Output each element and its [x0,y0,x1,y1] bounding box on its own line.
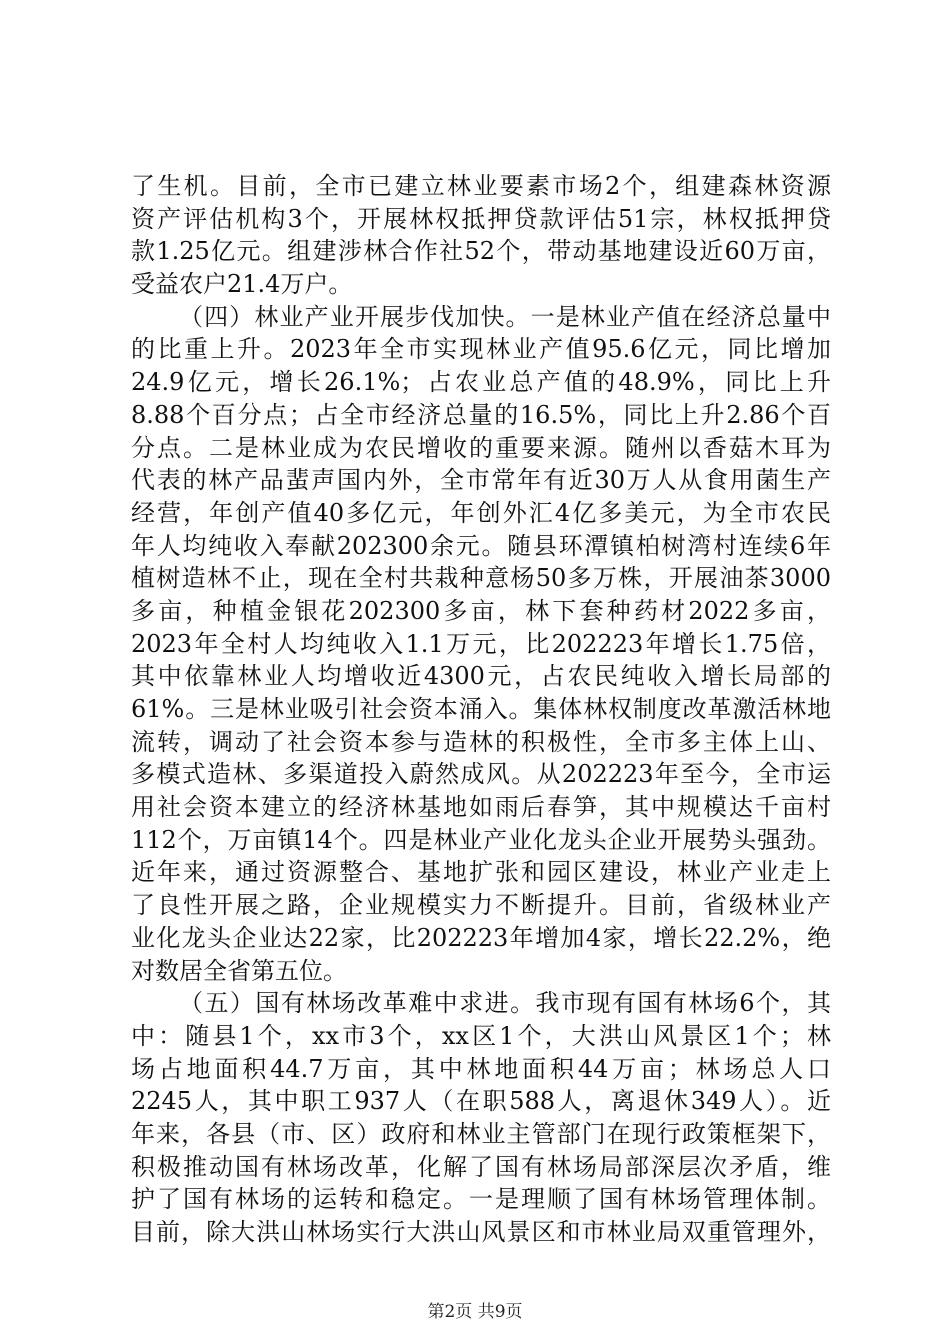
text-line: 用社会资本建立的经济林基地如雨后春笋，其中规模达千亩村 [131,793,831,822]
text-line: （四）林业产业开展步伐加快。一是林业产值在经济总量中 [179,302,831,331]
text-line: 受益农户21.4万户。 [131,270,353,299]
text-line: 资产评估机构3个，开展林权抵押贷款评估51宗，林权抵押贷 [131,204,831,233]
text-line: 年人均纯收入奉献202300余元。随县环潭镇柏树湾村连续6年 [131,531,831,560]
text-line: 61%。三是林业吸引社会资本涌入。集体林权制度改革激活林地 [131,695,831,723]
text-line: 分点。二是林业成为农民增收的重要来源。随州以香菇木耳为 [131,433,831,462]
document-body [131,170,831,1249]
text-line: 代表的林产品蜚声国内外，全市常年有近30万人从食用菌生产 [131,466,831,495]
text-line: 了良性开展之路，企业规模实力不断提升。目前，省级林业产 [131,891,831,920]
text-line: 其中依靠林业人均增收近4300元，占农民纯收入增长局部的 [131,662,831,691]
text-line: 经营，年创产值40多亿元，年创外汇4亿多美元，为全市农民 [131,498,831,527]
page-footer: 第2页 共9页 [427,1302,523,1322]
text-line: 护了国有林场的运转和稳定。一是理顺了国有林场管理体制。 [131,1185,831,1214]
text-line: 24.9亿元，增长26.1%；占农业总产值的48.9%，同比上升 [131,368,831,397]
text-line: 多亩，种植金银花202300多亩，林下套种药材2022多亩， [131,596,831,625]
text-line: 对数居全省第五位。 [131,956,347,985]
text-line: 8.88个百分点；占全市经济总量的16.5%，同比上升2.86个百 [131,400,831,429]
text-line: 目前，除大洪山林场实行大洪山风景区和市林业局双重管理外， [131,1218,831,1246]
text-line: 款1.25亿元。组建涉林合作社52个，带动基地建设近60万亩， [131,237,831,266]
text-line: 植树造林不止，现在全村共栽种意杨50多万株，开展油茶3000 [131,564,831,593]
text-line: 2245人，其中职工937人（在职588人，离退休349人）。近 [131,1087,831,1116]
text-line: 的比重上升。2023年全市实现林业产值95.6亿元，同比增加 [131,335,831,364]
text-line: 中：随县1个，xx市3个，xx区1个，大洪山风景区1个；林 [131,1021,831,1050]
text-line: 112个，万亩镇14个。四是林业产业化龙头企业开展势头强劲。 [131,825,831,854]
text-line: 多模式造林、多渠道投入蔚然成风。从202223年至今，全市运 [131,760,831,789]
text-line: 2023年全村人均纯收入1.1万元，比202223年增长1.75倍， [131,629,831,658]
text-line: 近年来，通过资源整合、基地扩张和园区建设，林业产业走上 [131,858,831,887]
text-line: 流转，调动了社会资本参与造林的积极性，全市多主体上山、 [131,727,831,756]
text-line: 场占地面积44.7万亩，其中林地面积44万亩；林场总人口 [131,1054,831,1083]
text-line: 积极推动国有林场改革，化解了国有林场局部深层次矛盾，维 [131,1152,831,1181]
text-line: 年来，各县（市、区）政府和林业主管部门在现行政策框架下， [131,1119,831,1148]
text-line: （五）国有林场改革难中求进。我市现有国有林场6个，其 [179,989,831,1018]
text-line: 业化龙头企业达22家，比202223年增加4家，增长22.2%，绝 [131,923,831,952]
text-line: 了生机。目前，全市已建立林业要素市场2个，组建森林资源 [131,172,831,200]
